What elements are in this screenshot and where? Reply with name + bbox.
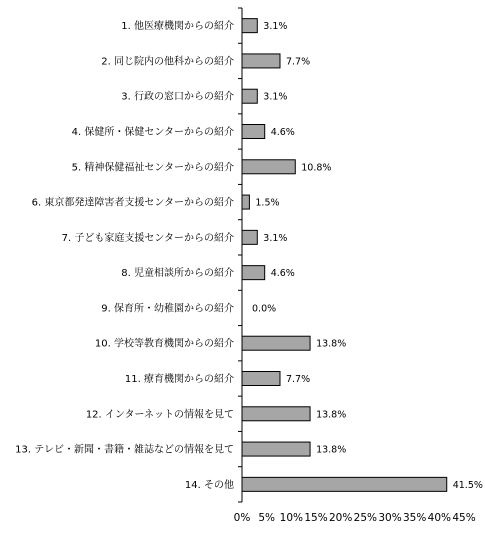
axes — [238, 8, 242, 502]
x-tick-label: 45% — [452, 512, 476, 524]
category-label: 8. 児童相談所からの紹介 — [121, 268, 234, 280]
x-tick-label: 15% — [304, 512, 328, 524]
bar — [242, 160, 295, 174]
x-tick-label: 10% — [279, 512, 304, 524]
value-label: 3.1% — [263, 91, 288, 103]
bar — [242, 19, 257, 33]
x-tick-label: 0% — [233, 512, 251, 524]
category-label: 13. テレビ・新聞・書籍・雑誌などの情報を見て — [15, 444, 234, 456]
bar — [242, 266, 265, 280]
bar — [242, 89, 257, 103]
bar — [242, 407, 310, 421]
bar — [242, 442, 310, 456]
x-tick-label: 35% — [402, 512, 427, 524]
x-tick-label: 30% — [378, 512, 402, 524]
value-label: 7.7% — [285, 56, 311, 68]
category-label: 1. 他医療機関からの紹介 — [121, 21, 234, 33]
value-label: 0.0% — [252, 303, 277, 315]
category-label: 12. インターネットの情報を見て — [85, 409, 234, 421]
category-label: 7. 子ども家庭支援センターからの紹介 — [61, 232, 234, 244]
x-tick-label: 20% — [328, 512, 353, 524]
value-label: 13.8% — [316, 338, 347, 350]
category-label: 5. 精神保健福祉センターからの紹介 — [71, 162, 234, 174]
bar — [242, 230, 257, 244]
value-label: 4.6% — [270, 127, 295, 138]
bars — [242, 19, 447, 492]
value-label: 10.8% — [301, 162, 332, 174]
category-label: 6. 東京都発達障害者支援センターからの紹介 — [31, 197, 234, 209]
bar — [242, 125, 265, 139]
category-label: 2. 同じ院内の他科からの紹介 — [101, 56, 234, 68]
category-label: 4. 保健所・保健センターからの紹介 — [71, 127, 234, 138]
category-label: 14. その他 — [184, 479, 234, 491]
value-label: 4.6% — [270, 268, 295, 280]
value-label: 13.8% — [316, 409, 347, 421]
category-label: 11. 療育機関からの紹介 — [124, 374, 234, 385]
value-label: 3.1% — [263, 232, 288, 244]
category-label: 3. 行政の窓口からの紹介 — [121, 91, 234, 103]
value-label: 13.8% — [316, 444, 347, 456]
value-label: 3.1% — [263, 21, 288, 33]
x-tick-label: 5% — [258, 512, 276, 524]
bar — [242, 477, 447, 491]
x-tick-label: 40% — [427, 512, 452, 524]
value-label: 1.5% — [255, 197, 280, 209]
bar — [242, 372, 280, 386]
bar — [242, 54, 280, 68]
bar — [242, 195, 249, 209]
x-tick-label: 25% — [353, 512, 378, 524]
value-label: 41.5% — [452, 479, 483, 491]
category-label: 10. 学校等教育機関からの紹介 — [94, 338, 234, 350]
category-label: 9. 保育所・幼稚園からの紹介 — [101, 303, 234, 315]
value-label: 7.7% — [285, 374, 311, 385]
bar — [242, 336, 310, 350]
x-tick-labels — [234, 512, 476, 524]
category-labels — [15, 19, 234, 491]
